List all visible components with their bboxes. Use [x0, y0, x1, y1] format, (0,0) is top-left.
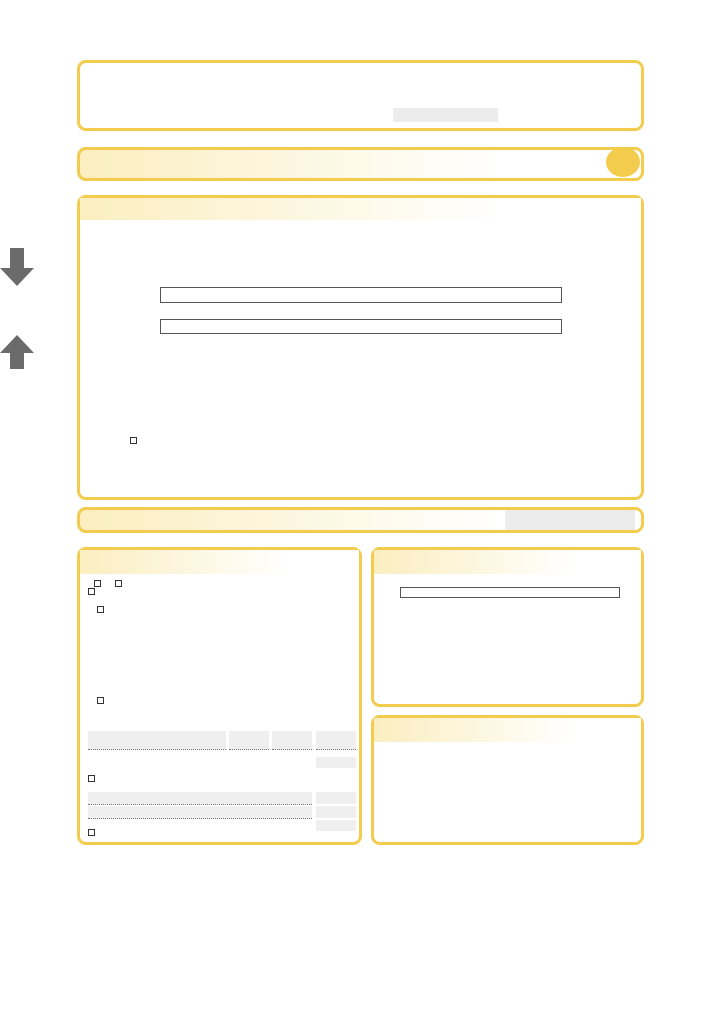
fulfil-checkbox[interactable]	[88, 588, 95, 595]
table2-sum-field[interactable]	[316, 820, 356, 831]
table2-row-2-share[interactable]	[316, 806, 356, 818]
individual-checkbox[interactable]	[97, 697, 104, 704]
energy-frame	[77, 195, 644, 500]
renewable-usage-row	[88, 578, 358, 589]
table1-sum-field[interactable]	[316, 757, 356, 768]
explain-heading	[374, 718, 641, 742]
section-bar	[77, 147, 644, 181]
end-energy-bar-label	[88, 513, 92, 525]
pauschal-checkbox[interactable]	[97, 606, 104, 613]
compare-labels	[400, 612, 620, 702]
method-block	[370, 405, 630, 406]
compare-scale	[400, 587, 620, 598]
more-entries-checkbox[interactable]	[88, 829, 95, 836]
table1-row-1-heat[interactable]	[229, 731, 269, 750]
fulfil-row	[88, 588, 348, 595]
hot-water-checkbox[interactable]	[115, 580, 122, 587]
summer-checkbox[interactable]	[130, 437, 137, 444]
not-applicable-checkbox[interactable]	[88, 775, 95, 782]
table1-row-1-ee[interactable]	[272, 731, 312, 750]
energy-scale-top	[160, 287, 562, 303]
table1-row-1-all[interactable]	[316, 731, 356, 750]
primary-energy-value-row	[434, 341, 480, 350]
end-energy-value-row	[434, 271, 480, 280]
header-frame	[77, 60, 644, 131]
table1-row-1-type[interactable]	[88, 731, 226, 750]
renewable-heading	[80, 550, 359, 574]
page-number	[606, 147, 640, 177]
compare-heading	[374, 550, 641, 574]
requirements-block	[88, 405, 358, 446]
table2-row-1-type[interactable]	[88, 792, 312, 805]
more-entries-row	[88, 829, 288, 838]
energy-scale-ticks	[160, 308, 562, 318]
table2-row-2-type[interactable]	[88, 806, 312, 819]
heating-checkbox[interactable]	[94, 580, 101, 587]
end-energy-arrow-icon	[0, 248, 34, 291]
table2-row-1-share[interactable]	[316, 792, 356, 804]
compare-scale-ticks	[400, 600, 620, 609]
end-energy-bar-value	[505, 510, 635, 530]
not-applicable-row	[88, 773, 348, 784]
ghg-row	[328, 224, 378, 233]
primary-energy-arrow-icon	[0, 335, 34, 374]
pauschal-row	[97, 606, 347, 613]
energy-scale-bottom	[160, 319, 562, 334]
individual-row	[97, 697, 347, 704]
energy-heading	[80, 198, 641, 220]
issue-date	[393, 108, 498, 122]
